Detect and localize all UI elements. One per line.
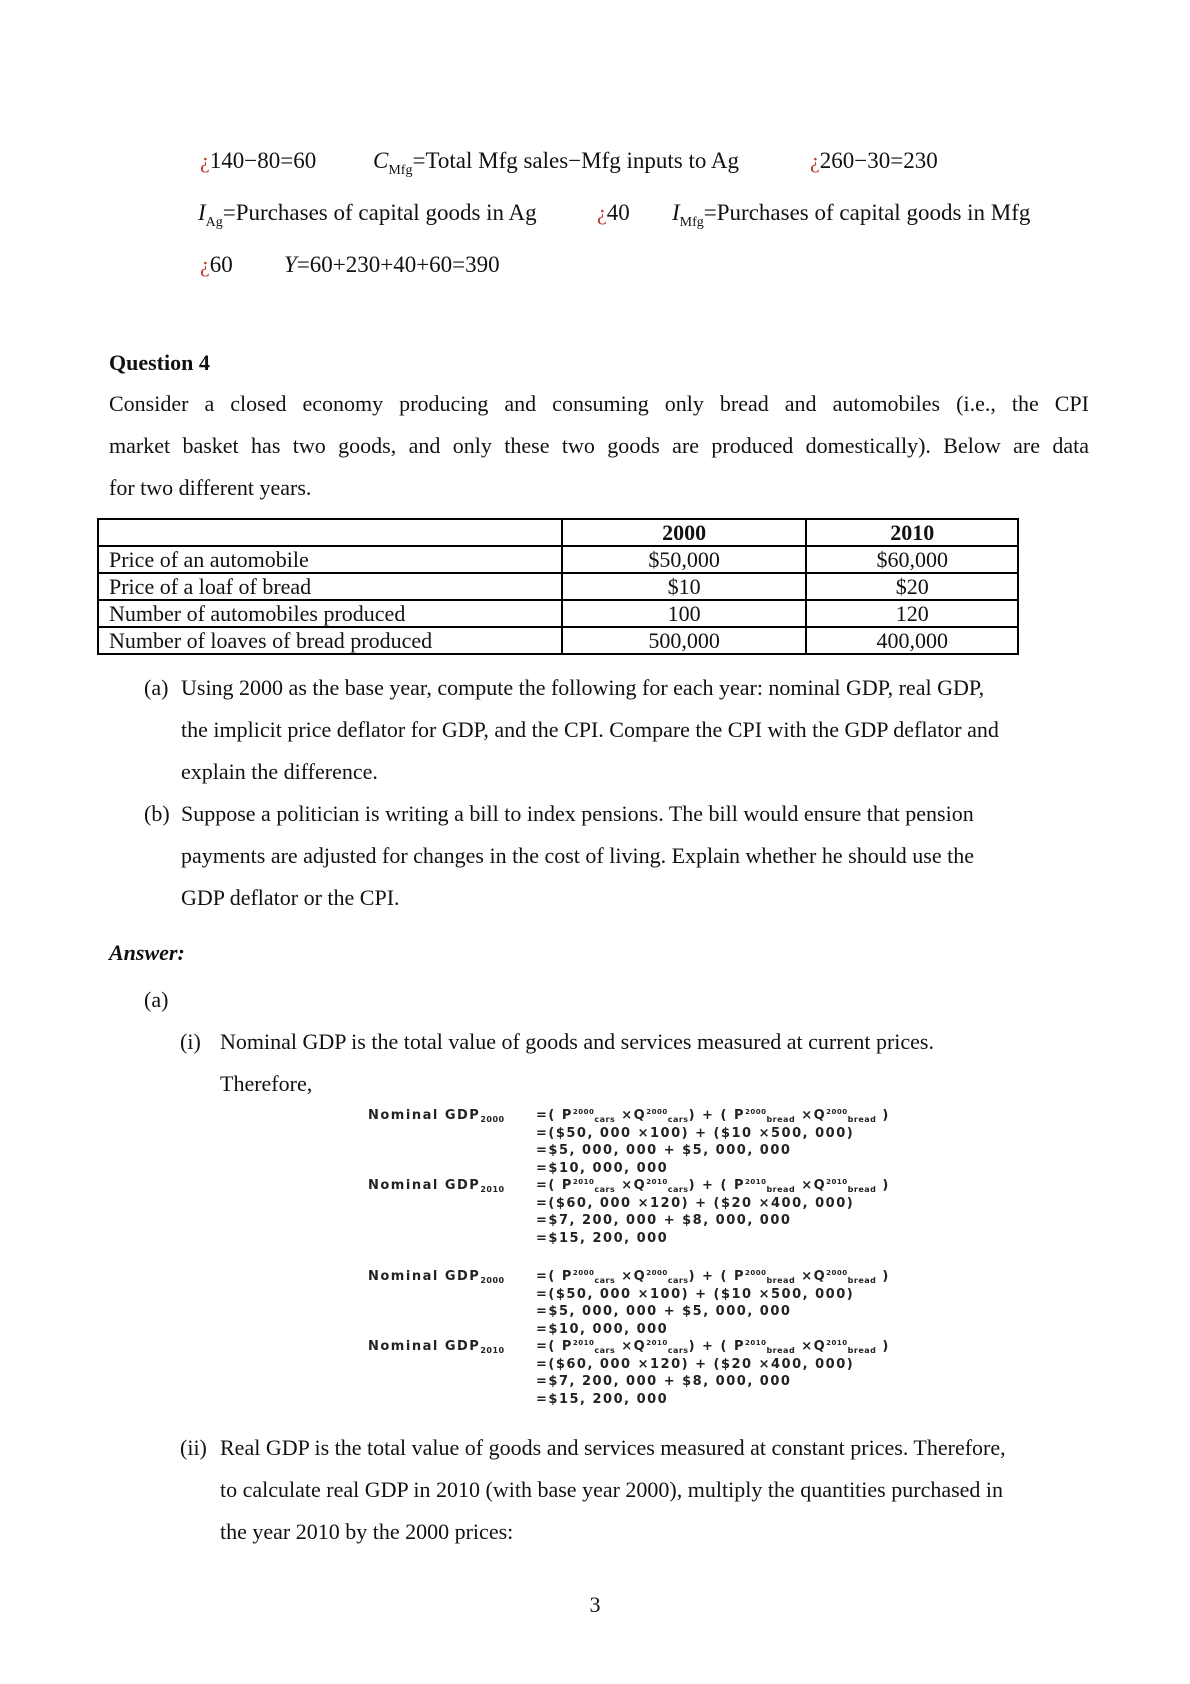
table-cell: 500,000 xyxy=(562,627,806,654)
table-header-cell xyxy=(98,519,562,546)
calc-year-superscript: 2000 xyxy=(646,1108,668,1116)
calc-year-superscript: 2010 xyxy=(826,1178,848,1186)
gdp-sum-equation xyxy=(284,252,500,278)
data-table xyxy=(97,518,1019,655)
equation-text: 40 xyxy=(606,200,630,225)
quantity-symbol: Q xyxy=(633,1178,647,1193)
table-cell: Price of an automobile xyxy=(98,546,562,573)
price-symbol: P xyxy=(733,1339,745,1354)
question-item-a xyxy=(144,667,1084,793)
calc-good-subscript: cars xyxy=(594,1185,616,1194)
invalid-char-glyph: ¿ xyxy=(200,252,210,277)
answer-item-ii xyxy=(180,1427,1100,1553)
consumption-mfg-equation xyxy=(373,148,739,178)
price-symbol: P xyxy=(561,1108,573,1123)
c-symbol: C xyxy=(373,148,389,173)
calc-label: Nominal GDP xyxy=(368,1269,481,1284)
answer-part-a-label: (a) xyxy=(144,987,169,1012)
calc-good-subscript: bread xyxy=(766,1276,796,1285)
calc-line: =$5, 000, 000 + $5, 000, 000 xyxy=(536,1304,792,1319)
table-cell: 100 xyxy=(562,600,806,627)
calc-line: =($60, 000 ×120) + ($20 ×400, 000) xyxy=(536,1195,855,1211)
calc-line: =($60, 000 ×120) + ($20 ×400, 000) xyxy=(536,1356,855,1372)
item-line: to calculate real GDP in 2010 (with base year 2000), multiply the quantities purchased in xyxy=(220,1477,1004,1502)
price-symbol: P xyxy=(561,1339,573,1354)
item-label: (ii) xyxy=(180,1435,207,1460)
calc-operator: ) + ( xyxy=(688,1108,734,1123)
calc-lhs xyxy=(368,1338,505,1357)
calc-year-superscript: 2000 xyxy=(826,1269,848,1277)
calc-good-subscript: cars xyxy=(667,1115,689,1124)
question-paragraph xyxy=(109,383,1089,509)
calc-operator: × xyxy=(795,1108,814,1123)
table-cell: Number of automobiles produced xyxy=(98,600,562,627)
i-symbol: I xyxy=(198,200,206,225)
calc-year-superscript: 2000 xyxy=(744,1108,767,1116)
item-text xyxy=(220,1427,1006,1553)
quantity-symbol: Q xyxy=(813,1108,827,1123)
calc-line: =$5, 000, 000 + $5, 000, 000 xyxy=(536,1143,792,1158)
calc-operator: =( xyxy=(536,1339,562,1354)
investment-mfg-equation xyxy=(672,200,1031,230)
calc-operator: =( xyxy=(536,1178,562,1193)
answer-heading: Answer: xyxy=(109,940,185,965)
table-header-cell: 2000 xyxy=(562,519,806,546)
price-symbol: P xyxy=(561,1178,573,1193)
calc-year-superscript: 2010 xyxy=(572,1339,595,1347)
calc-operator: × xyxy=(615,1108,634,1123)
calc-operator: =( xyxy=(536,1108,562,1123)
table-cell: $20 xyxy=(806,573,1018,600)
calc-operator: ) xyxy=(876,1339,890,1354)
calc-operator: × xyxy=(795,1339,814,1354)
item-label: (a) xyxy=(144,675,169,700)
calc-year-subscript: 2010 xyxy=(480,1185,505,1194)
calc-operator: ) xyxy=(876,1269,890,1284)
i-symbol: I xyxy=(672,200,680,225)
equation-value xyxy=(597,200,630,226)
question-title: Question 4 xyxy=(109,350,210,375)
equation-text: 260−30=230 xyxy=(819,148,938,173)
item-text xyxy=(181,667,999,793)
invalid-char-glyph: ¿ xyxy=(810,148,820,173)
quantity-symbol: Q xyxy=(633,1339,647,1354)
calc-good-subscript: bread xyxy=(847,1185,877,1194)
calc-good-subscript: cars xyxy=(667,1346,689,1355)
table-row xyxy=(98,546,1018,573)
item-line: Real GDP is the total value of goods and services measured at constant prices. Therefore, xyxy=(220,1435,1006,1460)
price-symbol: P xyxy=(733,1269,745,1284)
calc-good-subscript: cars xyxy=(594,1276,616,1285)
price-symbol: P xyxy=(561,1269,573,1284)
calc-line: =($50, 000 ×100) + ($10 ×500, 000) xyxy=(536,1286,855,1302)
table-row xyxy=(98,627,1018,654)
calc-year-superscript: 2000 xyxy=(646,1269,668,1277)
quantity-symbol: Q xyxy=(813,1178,827,1193)
calc-year-superscript: 2010 xyxy=(572,1178,595,1186)
invalid-char-glyph: ¿ xyxy=(597,200,607,225)
table-cell: 400,000 xyxy=(806,627,1018,654)
calc-year-superscript: 2000 xyxy=(744,1269,767,1277)
question-item-b xyxy=(144,793,1084,919)
table-cell: $60,000 xyxy=(806,546,1018,573)
i-subscript: Mfg xyxy=(679,215,704,230)
item-text xyxy=(220,1021,934,1105)
answer-item-i xyxy=(180,1021,1100,1105)
equation-text: 60 xyxy=(209,252,233,277)
paragraph-line: market basket has two goods, and only these two goods are produced domestically). Below are data xyxy=(109,433,1089,458)
equation-text: =Purchases of capital goods in Ag xyxy=(222,200,537,225)
c-subscript: Mfg xyxy=(388,163,413,178)
table-row xyxy=(98,573,1018,600)
calc-line: =($50, 000 ×100) + ($10 ×500, 000) xyxy=(536,1125,855,1141)
calc-operator: ) + ( xyxy=(688,1269,734,1284)
equation-text: =60+230+40+60=390 xyxy=(296,252,500,277)
calc-line: =$10, 000, 000 xyxy=(536,1160,669,1176)
calc-lhs xyxy=(368,1107,505,1126)
item-line: Nominal GDP is the total value of goods and services measured at current prices. xyxy=(220,1029,934,1054)
calc-year-subscript: 2000 xyxy=(480,1115,505,1124)
investment-ag-equation xyxy=(198,200,537,230)
equation-text: =Total Mfg sales−Mfg inputs to Ag xyxy=(412,148,739,173)
calc-year-superscript: 2010 xyxy=(646,1178,668,1186)
calc-year-superscript: 2010 xyxy=(744,1178,767,1186)
calc-label: Nominal GDP xyxy=(368,1339,481,1354)
calc-operator: × xyxy=(615,1339,634,1354)
table-header-cell: 2010 xyxy=(806,519,1018,546)
calc-good-subscript: cars xyxy=(667,1185,689,1194)
calc-line: =$15, 200, 000 xyxy=(536,1391,669,1407)
calc-line: =$7, 200, 000 + $8, 000, 000 xyxy=(536,1213,792,1228)
item-line: explain the difference. xyxy=(181,759,378,784)
calc-good-subscript: bread xyxy=(847,1115,877,1124)
equation-value xyxy=(200,252,233,278)
calc-operator: ) xyxy=(876,1108,890,1123)
calc-good-subscript: bread xyxy=(766,1115,796,1124)
page-number: 3 xyxy=(589,1592,601,1617)
quantity-symbol: Q xyxy=(813,1339,827,1354)
price-symbol: P xyxy=(733,1108,745,1123)
calc-operator: ) + ( xyxy=(688,1339,734,1354)
item-text xyxy=(181,793,974,919)
item-line: Suppose a politician is writing a bill to index pensions. The bill would ensure that pension xyxy=(181,801,974,826)
item-line: payments are adjusted for changes in the cost of living. Explain whether he should use the xyxy=(181,843,975,868)
calc-operator: ) + ( xyxy=(688,1178,734,1193)
calc-year-superscript: 2000 xyxy=(572,1269,595,1277)
calc-good-subscript: cars xyxy=(594,1346,616,1355)
table-row xyxy=(98,600,1018,627)
calc-good-subscript: cars xyxy=(594,1115,616,1124)
item-label: (b) xyxy=(144,801,170,826)
equation-text: 140−80=60 xyxy=(209,148,317,173)
quantity-symbol: Q xyxy=(813,1269,827,1284)
price-symbol: P xyxy=(733,1178,745,1193)
calc-year-subscript: 2000 xyxy=(480,1276,505,1285)
calc-operator: × xyxy=(795,1269,814,1284)
item-label: (i) xyxy=(180,1029,201,1054)
table-cell: Number of loaves of bread produced xyxy=(98,627,562,654)
table-cell: $50,000 xyxy=(562,546,806,573)
calc-operator: ) xyxy=(876,1178,890,1193)
equation-value xyxy=(810,148,938,174)
calc-line: =$15, 200, 000 xyxy=(536,1230,669,1246)
equation-line-1 xyxy=(200,148,316,174)
calc-operator: × xyxy=(615,1178,634,1193)
calc-year-superscript: 2000 xyxy=(826,1108,848,1116)
table-cell: 120 xyxy=(806,600,1018,627)
i-subscript: Ag xyxy=(205,215,223,230)
calc-good-subscript: bread xyxy=(847,1346,877,1355)
equation-text: =Purchases of capital goods in Mfg xyxy=(703,200,1031,225)
calc-year-superscript: 2000 xyxy=(572,1108,595,1116)
table-header-row xyxy=(98,519,1018,546)
quantity-symbol: Q xyxy=(633,1108,647,1123)
calc-year-subscript: 2010 xyxy=(480,1346,505,1355)
quantity-symbol: Q xyxy=(633,1269,647,1284)
item-line: GDP deflator or the CPI. xyxy=(181,885,400,910)
calc-operator: × xyxy=(795,1178,814,1193)
calc-year-superscript: 2010 xyxy=(826,1339,848,1347)
table-cell: $10 xyxy=(562,573,806,600)
calc-operator: × xyxy=(615,1269,634,1284)
calc-lhs xyxy=(368,1177,505,1196)
calc-year-superscript: 2010 xyxy=(744,1339,767,1347)
calc-label: Nominal GDP xyxy=(368,1178,481,1193)
item-line: the year 2010 by the 2000 prices: xyxy=(220,1519,514,1544)
calc-good-subscript: bread xyxy=(847,1276,877,1285)
item-line: the implicit price deflator for GDP, and the CPI. Compare the CPI with the GDP deflator and xyxy=(181,717,999,742)
calc-label: Nominal GDP xyxy=(368,1108,481,1123)
calc-good-subscript: cars xyxy=(667,1276,689,1285)
calc-line: =$7, 200, 000 + $8, 000, 000 xyxy=(536,1374,792,1389)
item-line: Using 2000 as the base year, compute the following for each year: nominal GDP, real GDP, xyxy=(181,675,985,700)
paragraph-line: for two different years. xyxy=(109,475,312,500)
calc-line: =$10, 000, 000 xyxy=(536,1321,669,1337)
item-line: Therefore, xyxy=(220,1071,313,1096)
calc-good-subscript: bread xyxy=(766,1346,796,1355)
y-symbol: Y xyxy=(284,252,297,277)
calc-operator: =( xyxy=(536,1269,562,1284)
calc-lhs xyxy=(368,1268,505,1287)
table-cell: Price of a loaf of bread xyxy=(98,573,562,600)
calc-good-subscript: bread xyxy=(766,1185,796,1194)
invalid-char-glyph: ¿ xyxy=(200,148,210,173)
calc-year-superscript: 2010 xyxy=(646,1339,668,1347)
paragraph-line: Consider a closed economy producing and consuming only bread and automobiles (i.e., the CPI xyxy=(109,391,1089,416)
